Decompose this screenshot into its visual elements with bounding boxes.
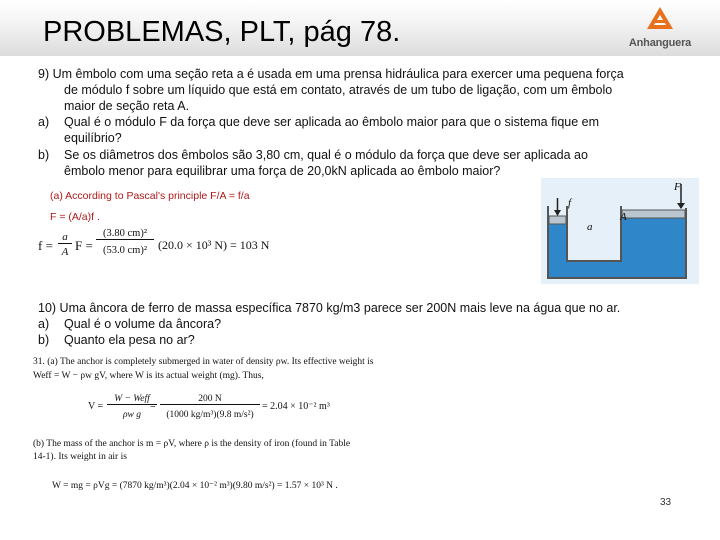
page-number: 33 (660, 497, 672, 508)
figure-label-F: F (674, 181, 681, 193)
eq-frac1-den: A (61, 246, 69, 258)
problem-9-b-label: b) (38, 148, 50, 162)
problem-9-b-line-1: Se os diâmetros dos êmbolos são 3,80 cm, qual é o módulo da força que deve ser aplicada ao (64, 148, 588, 162)
eq-v-equals: = (150, 401, 156, 412)
logo (614, 6, 706, 48)
eq-f-lhs: f = (38, 238, 53, 253)
eq-v-frac1-num: W − Weff (107, 394, 157, 405)
problem-9-line-3: maior de seção reta A. (64, 99, 190, 113)
eq-frac2-den: (53.0 cm)² (103, 245, 147, 256)
problem-9-a-label: a) (38, 115, 50, 129)
eq-v-frac2-num: 200 N (160, 394, 260, 405)
eq-frac2-num: (3.80 cm)² (96, 228, 154, 240)
figure-label-f: f (568, 197, 572, 209)
problem-9-a-line-2: equilíbrio? (64, 131, 122, 145)
eq-v-frac2-den: (1000 kg/m³)(9.8 m/s²) (166, 410, 254, 420)
eq-v-lhs: V = (88, 401, 104, 412)
logo-text: Anhanguera (628, 37, 692, 49)
problem-10-line-1: 10) Uma âncora de ferro de massa específica 7870 kg/m3 parece ser 200N mais leve na água que no ar. (38, 301, 621, 315)
anhanguera-triangle-icon (644, 6, 676, 32)
problem-9-a-line-1: Qual é o módulo F da força que deve ser aplicada ao êmbolo maior para que o sistema fique em (64, 115, 600, 129)
problem-9-line-1: 9) Um êmbolo com uma seção reta a é usada em uma prensa hidráulica para exercer uma pequena força (38, 67, 624, 81)
eq-frac1-num: a (58, 231, 72, 244)
eq-w: W = mg = ρVg = (7870 kg/m³)(2.04 × 10⁻² m³)(9.80 m/s²) = 1.57 × 10³ N . (52, 481, 338, 491)
problem-10-b-label: b) (38, 333, 50, 347)
solution-10-b-line-1: (b) The mass of the anchor is m = ρV, where ρ is the density of iron (found in Table (33, 439, 351, 449)
figure-label-a: a (587, 221, 593, 233)
problem-9-b-line-2: êmbolo menor para equilibrar uma força de 20,0kN aplicada ao êmbolo maior? (64, 164, 501, 178)
solution-10-line-1: 31. (a) The anchor is completely submerged in water of density ρw. Its effective weight is (33, 357, 374, 367)
eq-rhs: (20.0 × 10³ N) = 103 N (158, 238, 270, 252)
solution-9-line-2: F = (A/a)f . (50, 211, 100, 223)
solution-10-line-2: Weff = W − ρw gV, where W is its actual weight (mg). Thus, (33, 371, 264, 381)
eq-v-frac1-den: ρw g (122, 410, 142, 420)
hydraulic-press-figure (541, 178, 699, 284)
problem-9-line-2: de módulo f sobre um líquido que está em contato, através de um tubo de ligação, com um êmbolo (64, 83, 613, 97)
solution-10-b-line-2: 14-1). Its weight in air is (33, 452, 127, 462)
figure-label-A: A (620, 211, 627, 223)
solution-9-line-1: (a) According to Pascal's principle F/A = f/a (50, 190, 250, 202)
eq-mid: F = (75, 238, 93, 253)
problem-10-b-text: Quanto ela pesa no ar? (64, 333, 195, 347)
slide-title: PROBLEMAS, PLT, pág 78. (43, 16, 401, 48)
eq-v-result: = 2.04 × 10⁻² m³ (262, 401, 330, 412)
problem-10-a-label: a) (38, 317, 50, 331)
problem-10-a-text: Qual é o volume da âncora? (64, 317, 222, 331)
